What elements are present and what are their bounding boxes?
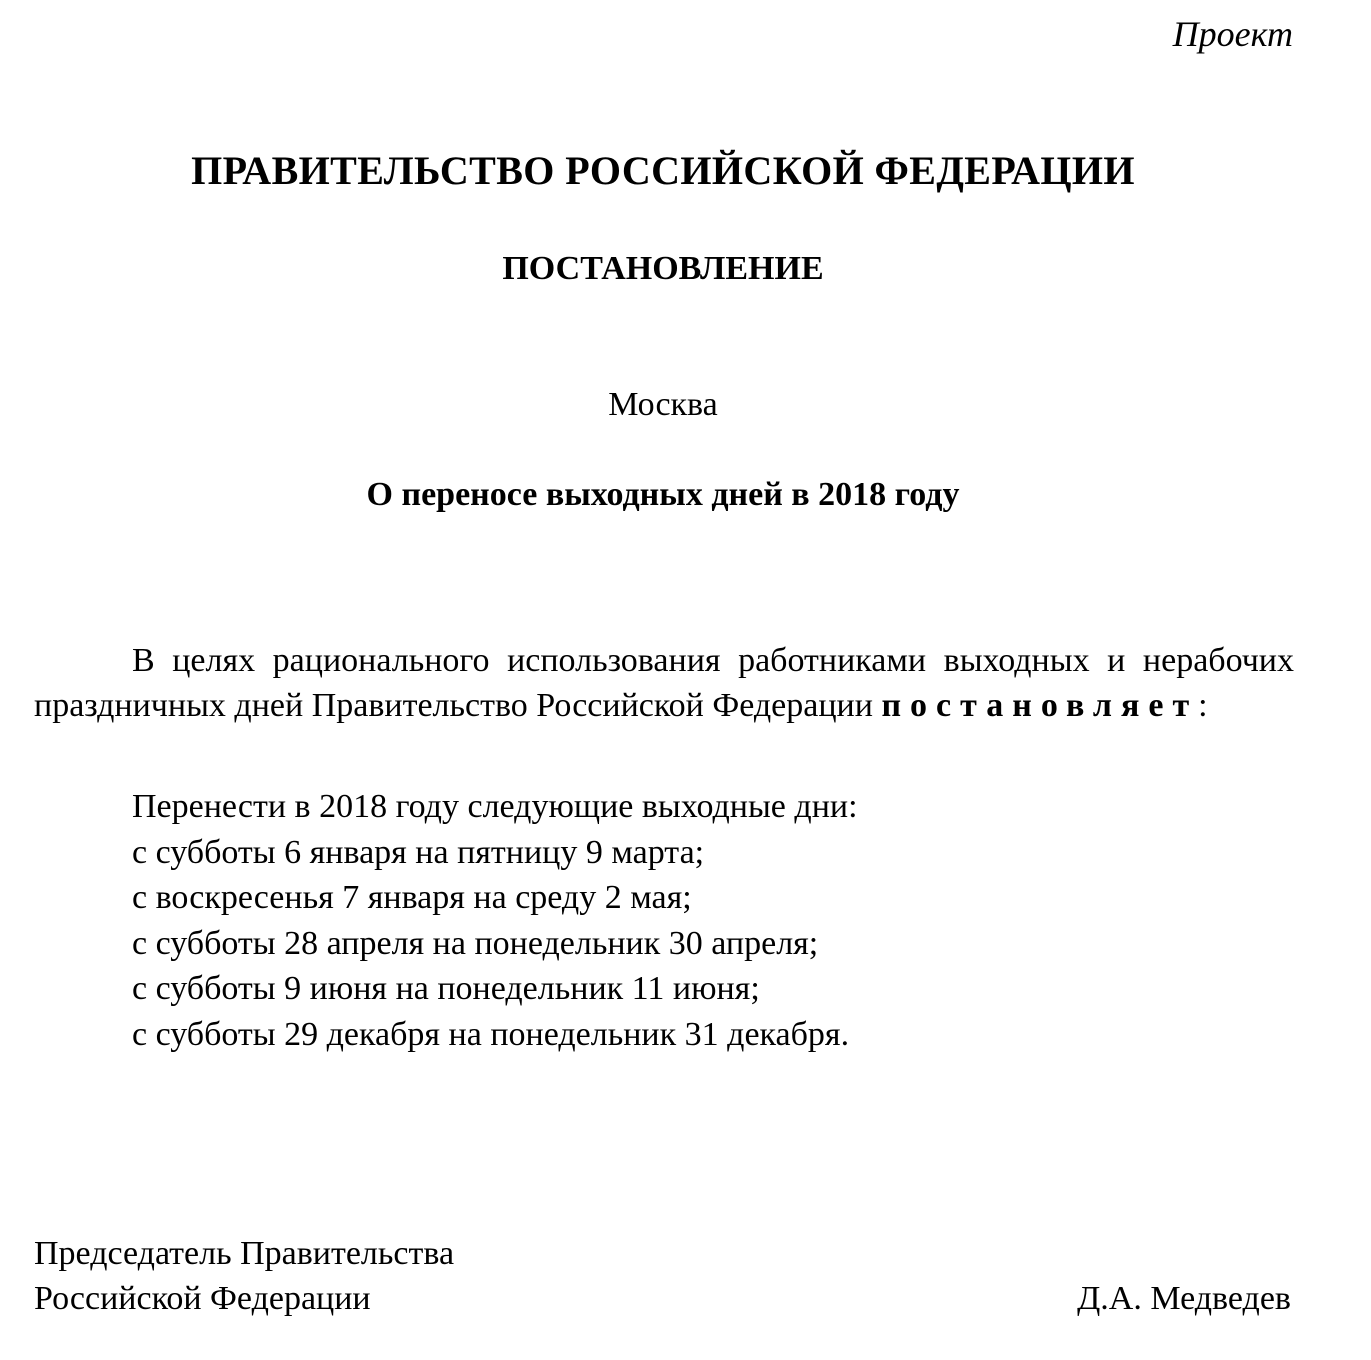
transfer-item: с воскресенья 7 января на среду 2 мая;	[132, 879, 692, 916]
signatory-position-line2: Российской Федерации	[34, 1280, 371, 1317]
signatory-position	[34, 1231, 454, 1321]
decree-colon: :	[1198, 687, 1208, 724]
transfer-list	[132, 784, 858, 1057]
signatory-name: Д.А. Медведев	[1077, 1280, 1291, 1317]
transfer-item: с субботы 28 апреля на понедельник 30 апреля;	[132, 924, 819, 962]
signatory-position-line1: Председатель Правительства	[34, 1235, 455, 1272]
preamble-paragraph	[34, 638, 1294, 728]
document-type: ПОСТАНОВЛЕНИЕ	[502, 250, 824, 287]
document-subject: О переносе выходных дней в 2018 году	[366, 476, 960, 513]
list-intro: Перенести в 2018 году следующие выходные дни:	[132, 788, 858, 825]
transfer-item: с субботы 29 декабря на понедельник 31 декабря.	[132, 1015, 850, 1053]
issuer-title: ПРАВИТЕЛЬСТВО РОССИЙСКОЙ ФЕДЕРАЦИИ	[191, 148, 1135, 193]
preamble-text: В целях рационального использования работниками выходных и нерабочих праздничных дней Правительство Российской Федерации	[34, 642, 1294, 724]
decree-word: постановляет	[881, 687, 1199, 724]
city: Москва	[608, 386, 718, 423]
transfer-item: с субботы 6 января на пятницу 9 марта;	[132, 833, 705, 871]
draft-mark: Проект	[1172, 14, 1293, 54]
transfer-item: с субботы 9 июня на понедельник 11 июня;	[132, 970, 760, 1007]
